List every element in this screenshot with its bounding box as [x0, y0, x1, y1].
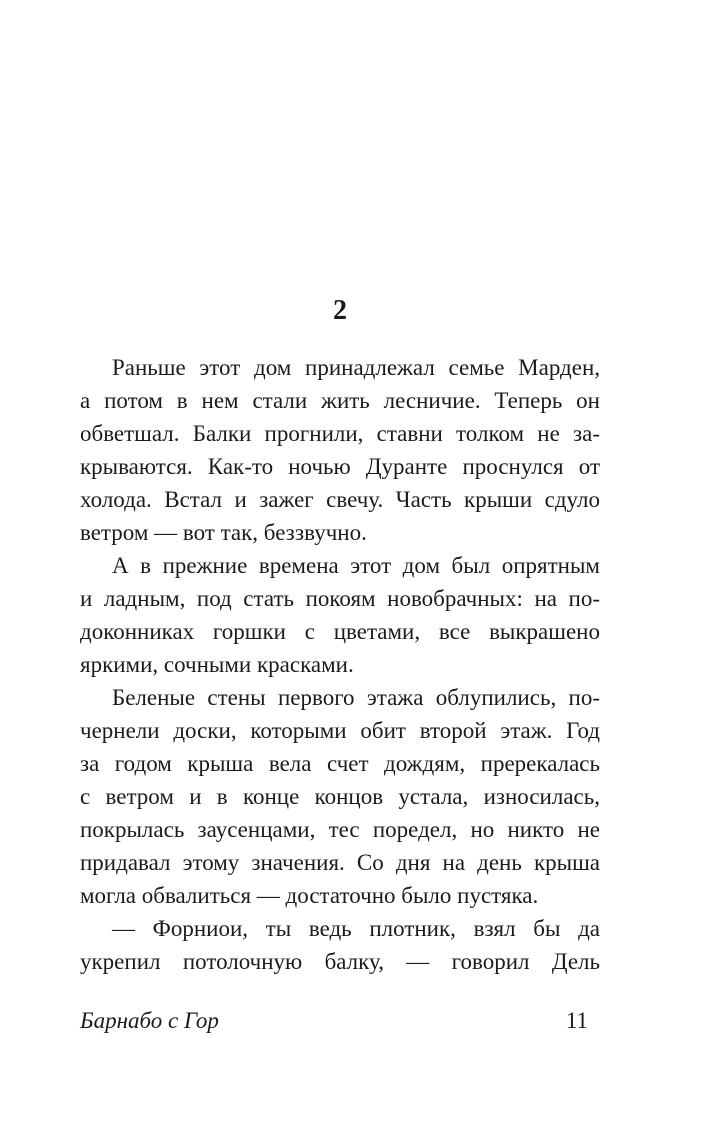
paragraph: [80, 351, 600, 549]
text-line: холода. Встал и зажег свечу. Часть крыши сдуло: [80, 487, 600, 512]
text-line: а потом в нем стали жить лесничие. Теперь он: [80, 388, 600, 413]
text-line: Раньше этот дом принадлежал семье Марден,: [112, 355, 600, 380]
text-line: с ветром и в конце концов устала, износилась,: [80, 784, 600, 809]
text-line: могла обвалиться — достаточно было пустяка.: [80, 883, 539, 908]
text-line: Беленые стены первого этажа облупились, по-: [112, 685, 600, 710]
body-text: [80, 351, 600, 978]
text-line: за годом крыша вела счет дождям, пререкалась: [80, 751, 600, 776]
text-line: крываются. Как-то ночью Дуранте проснулся от: [80, 454, 600, 479]
text-line: А в прежние времена этот дом был опрятным: [112, 553, 600, 578]
text-line: обветшал. Балки прогнили, ставни толком не за-: [80, 421, 600, 446]
chapter-heading: 2: [333, 295, 347, 326]
text-line: чернели доски, которыми обит второй этаж. Год: [80, 718, 600, 743]
paragraph: [80, 549, 600, 681]
text-line: придавал этому значения. Со дня на день крыша: [80, 850, 600, 875]
text-line: и ладным, под стать покоям новобрачных: на по-: [80, 586, 600, 611]
text-line: ветром — вот так, беззвучно.: [80, 520, 367, 545]
page-footer: [80, 1004, 600, 1037]
paragraph: [80, 681, 600, 912]
paragraph: [80, 912, 600, 978]
text-line: доконниках горшки с цветами, все выкрашено: [80, 619, 600, 644]
running-title: Барнабо с Гор: [80, 1008, 219, 1033]
text-line: — Форниои, ты ведь плотник, взял бы да: [112, 916, 600, 941]
text-line: покрылась заусенцами, тес поредел, но никто не: [80, 817, 600, 842]
page-number: 11: [565, 1008, 588, 1033]
text-line: яркими, сочными красками.: [80, 652, 354, 677]
text-line: укрепил потолочную балку, — говорил Дель: [80, 949, 600, 974]
